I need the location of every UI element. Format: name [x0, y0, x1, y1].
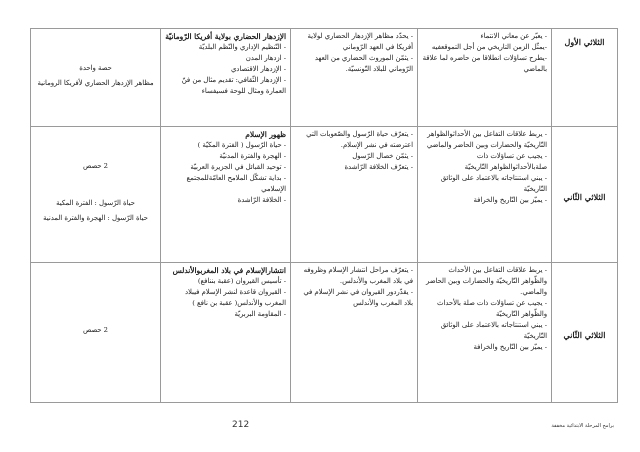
- content-title: انتشارالإسلام في بلاد المغربوالأندلس: [172, 266, 286, 275]
- time-cell: [31, 29, 161, 127]
- goal-item: - يقدّردور القيروان في نشر الإسلام في بلاد المغرب والأندلس: [303, 288, 413, 307]
- objectives-cell: [418, 263, 552, 403]
- page-number: 212: [232, 420, 250, 430]
- stage-cell: [552, 263, 618, 403]
- footer-note: برامج المرحلة الابتدائية مخففة: [551, 423, 614, 429]
- content-item: - الهجرة والفترة المدنيّة: [219, 152, 286, 160]
- stage-label: الثلاثي الثّاني: [563, 330, 606, 340]
- goals-cell: [291, 29, 418, 127]
- objective-item: - يربط علاقات التفاعل بين الأحداث والظّواهر التّاريخيّة والحضارات وبين الحاضر والماضي.: [425, 266, 547, 296]
- curriculum-table: [30, 28, 618, 403]
- objective-item: -يمثّل الزمن التاريخي من أجل التموقعفيه: [431, 43, 547, 51]
- table-row: [31, 263, 618, 403]
- objective-item: - يميّز بين التّاريخ والخرافة: [473, 196, 547, 204]
- objectives-cell: [418, 127, 552, 263]
- table-row: [31, 29, 618, 127]
- content-cell: [161, 263, 291, 403]
- goal-item: - يتعرّف حياة الرّسول والصّعوبات التي اعترضته في نشر الإسلام.: [306, 130, 413, 149]
- goals-cell: [291, 263, 418, 403]
- goal-item: - يحدّد مظاهر الإزدهار الحضاري لولاية أفريكا في العهد الرّوماني: [307, 32, 413, 51]
- content-item: - القيروان قاعدة لنشر الإسلام فيبلاد المغرب والأندلس( عقبة بن نافع ): [184, 288, 286, 307]
- goal-item: - يثمّن خصال الرّسول: [352, 152, 413, 160]
- time-cell: [31, 127, 161, 263]
- stage-cell: [552, 29, 618, 127]
- content-item: - توحيد القبائل في الجزيرة العربيّة: [190, 163, 286, 171]
- objective-item: - يميّز بين التّاريخ والخرافة: [473, 343, 547, 351]
- time-cell: [31, 263, 161, 403]
- table-row: [31, 127, 618, 263]
- time-item: حياة الرّسول : الهجرة والفترة المدنية: [43, 214, 148, 222]
- objective-item: - يجيب عن تساؤلات ذات صلةبالأحداثوالظواهر التّاريخيّة: [464, 152, 547, 171]
- objective-item: - يجيب عن تساؤلات ذات صلة بالأحداث والظّواهر التّاريخيّة: [437, 299, 547, 318]
- content-item: - التّنظيم الإداري والنّظم البلديّة: [198, 43, 286, 51]
- stage-label: الثلاثي الأول: [564, 37, 605, 47]
- time-item: حياة الرّسول : الفترة المكية: [56, 199, 135, 207]
- objective-item: - يعبّر عن معاني الانتماء: [480, 32, 547, 40]
- time-item: حصة واحدة: [79, 63, 112, 72]
- time-item: 2 حصص: [83, 326, 108, 334]
- content-item: - الإزدهار الثّقافي: تقديم مثال من فنّ العمارة ومثال للوحة فسيفساء: [181, 76, 286, 95]
- content-item: - حياة الرّسول ( الفترة المكيّة ): [197, 141, 286, 149]
- stage-cell: [552, 127, 618, 263]
- content-cell: [161, 29, 291, 127]
- content-item: - ازدهار المدن: [245, 54, 286, 62]
- content-item: - بداية تشكّل الملامح العامّةللمجتمع الإسلامي: [186, 174, 286, 193]
- content-title: ظهور الإسلام: [245, 130, 286, 139]
- stage-label: الثلاثي الثّاني: [563, 192, 606, 202]
- content-item: - الإزدهار الاقتصادي: [230, 65, 286, 73]
- time-item: مظاهر الإزدهار الحضاري لأفريكا الرومانية: [37, 78, 154, 87]
- content-title: الإزدهار الحضاري بولاية أفريكا الرّومانيّة: [165, 32, 286, 41]
- objective-item: - يبني استنتاجاته بالاعتماد على الوثائق التّاريخيّة: [440, 321, 547, 340]
- content-item: - الخلافة الرّاشدة: [237, 196, 286, 204]
- time-item: 2 حصص: [83, 162, 108, 170]
- goal-item: - يتعرّف مراحل انتشار الإسلام وظروفه في بلاد المغرب والأندلس.: [303, 266, 413, 285]
- objective-item: - يبني استنتاجاته بالاعتماد على الوثائق التّاريخيّة: [440, 174, 547, 193]
- goals-cell: [291, 127, 418, 263]
- content-item: - تأسيس القيروان (عقبة بننافع): [197, 277, 286, 285]
- content-cell: [161, 127, 291, 263]
- objective-item: -يطرح تساؤلات انطلاقا من حاضره لما علاقة بالماضي: [422, 54, 547, 73]
- objective-item: - يربط علاقات التفاعل بين الأحداثوالظواهر التّاريخيّة والحضارات وبين الحاضر والماضي: [426, 130, 547, 149]
- objectives-cell: [418, 29, 552, 127]
- goal-item: - يثمّن الموروث الحضاري من العهد الرّوماني للبلاد التّونسيّة.: [314, 54, 413, 73]
- goal-item: - يتعرّف الخلافة الرّاشدة: [344, 163, 413, 171]
- content-item: - المقاومة البربريّة: [234, 310, 286, 318]
